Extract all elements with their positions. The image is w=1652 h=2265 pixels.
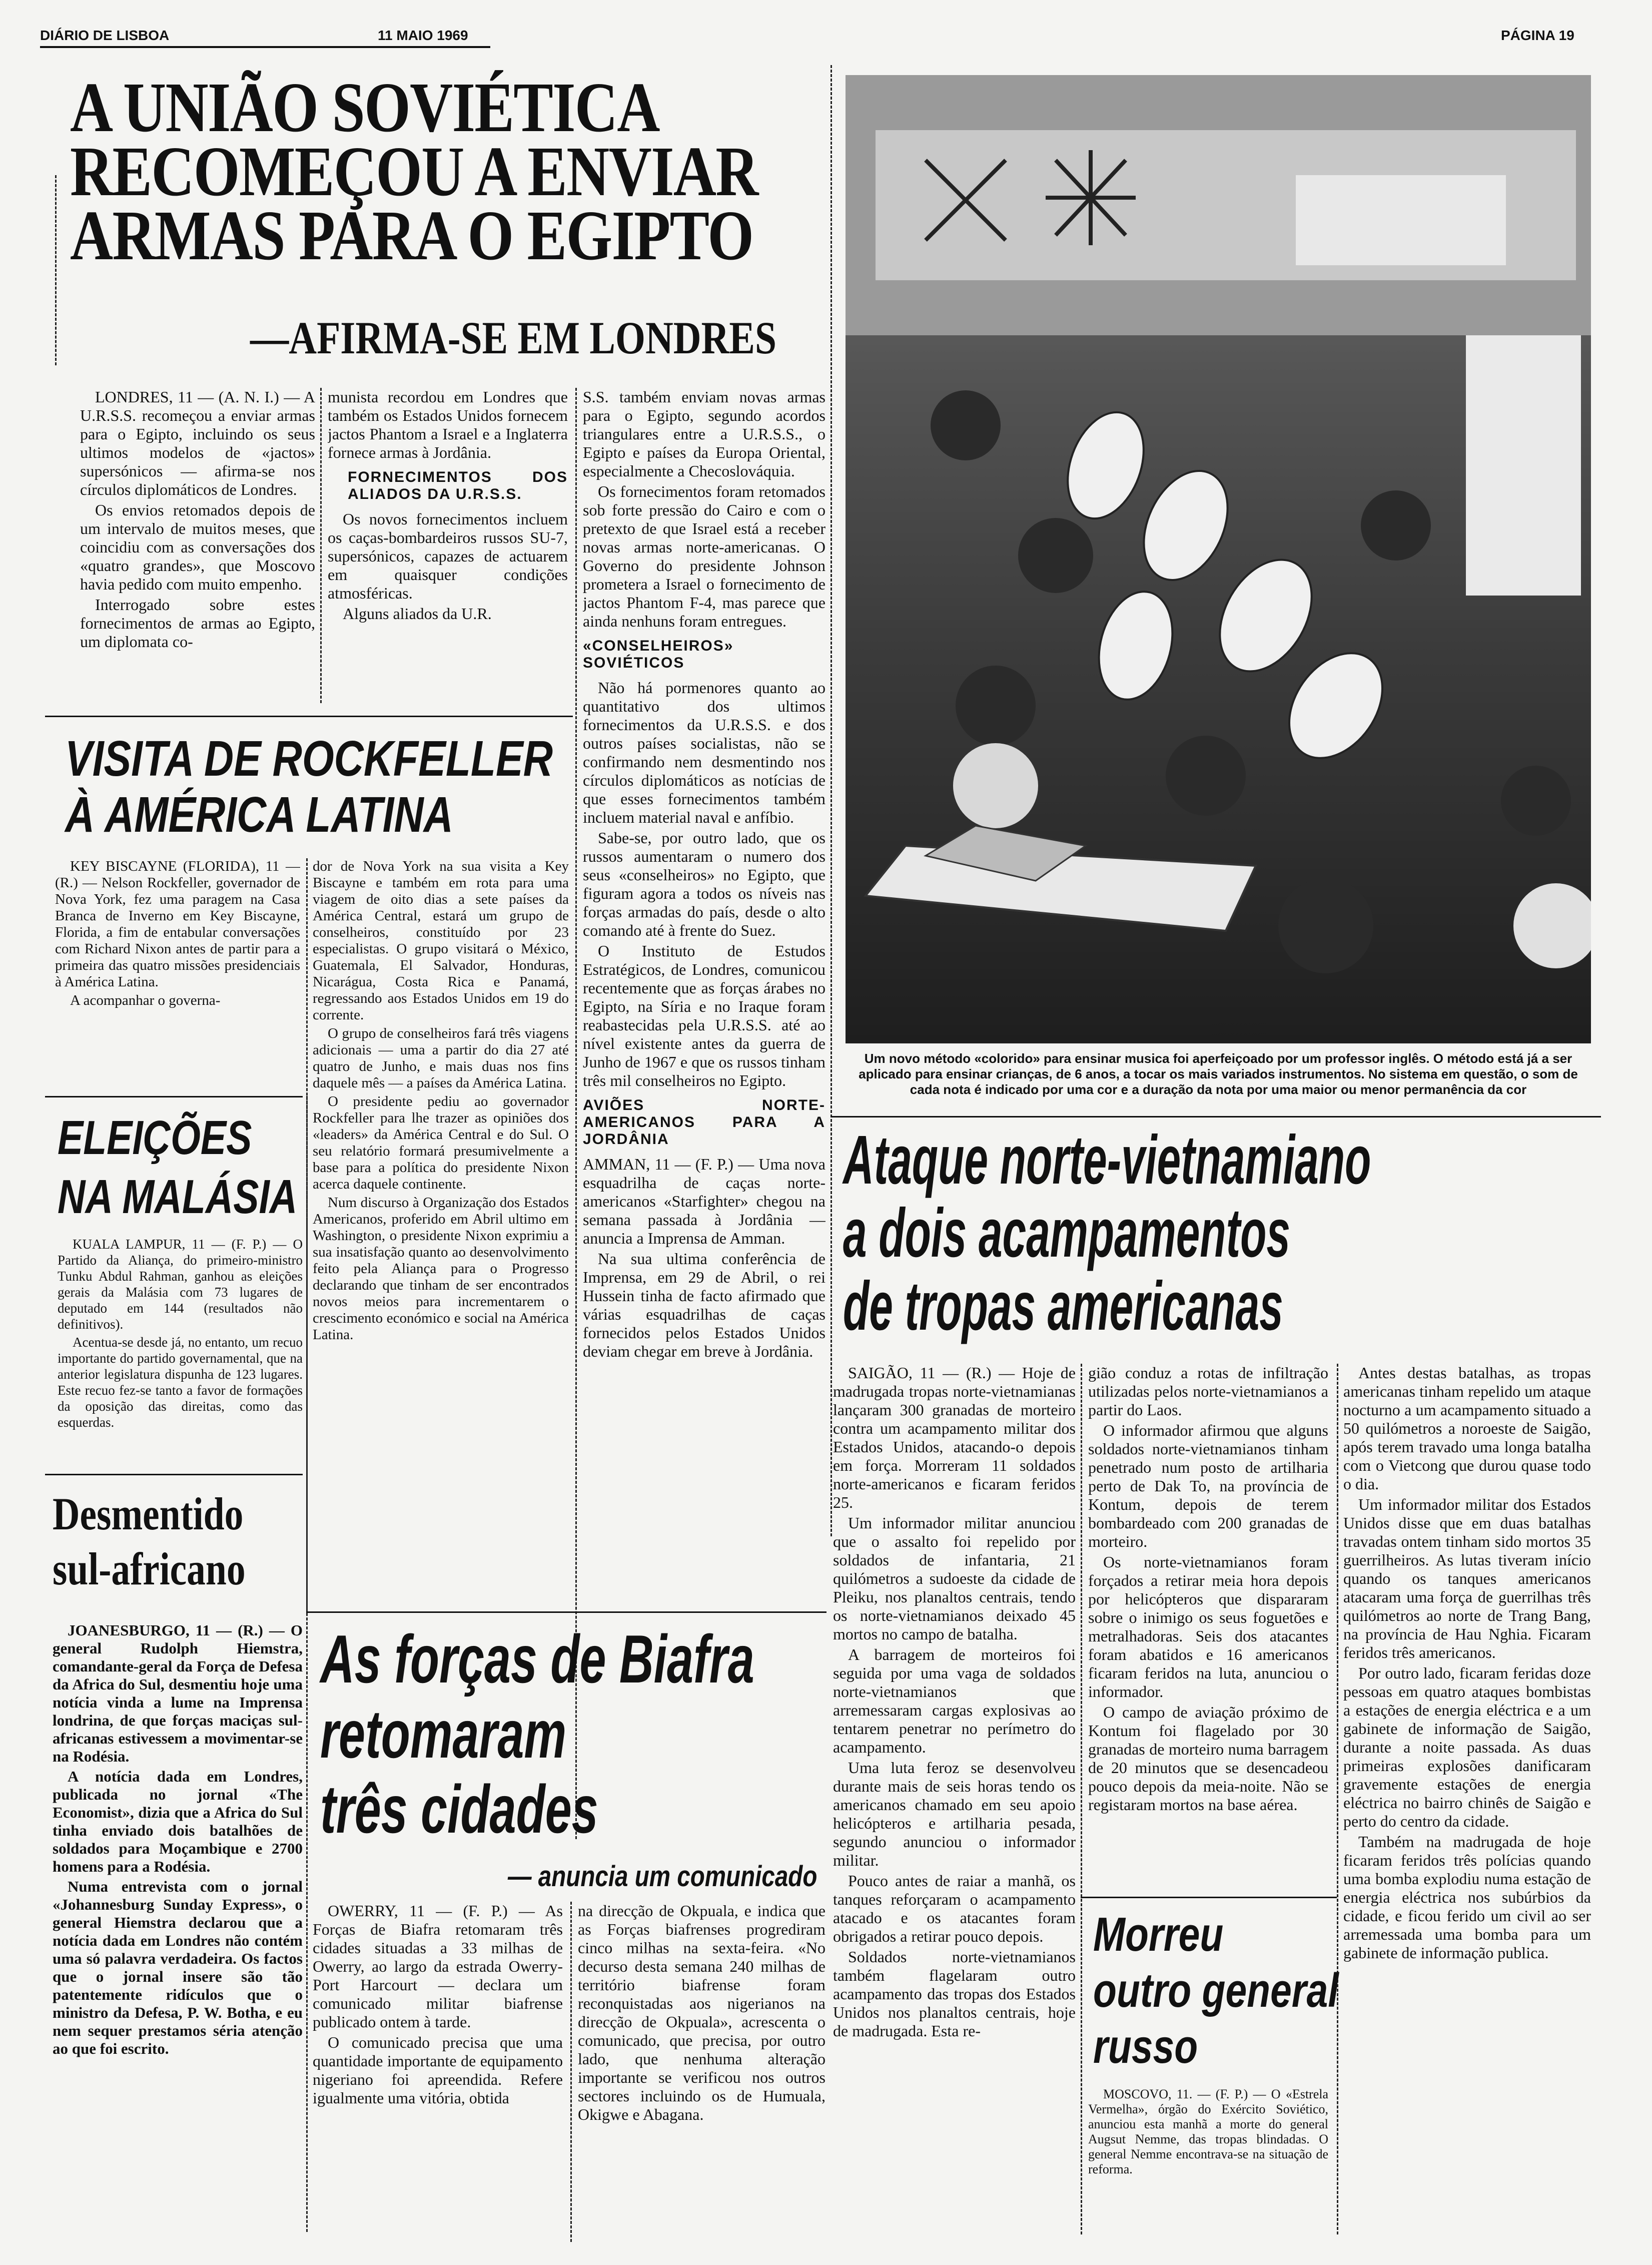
paragraph: Por outro lado, ficaram feridas doze pessoas em quatro ataques bombistas a estações de energia eléctrica e a um gabinete de informação de Saigão, durante a noite passada. As duas primeiras explosões danificaram gravemente estações de energia eléctrica no bairro chinês de Saigão e perto do centro da cidade.	[1343, 1664, 1591, 1830]
paragraph: LONDRES, 11 — (A. N. I.) — A U.R.S.S. recomeçou a enviar armas para o Egipto, incluindo os seus ultimos modelos de «jactos» supersónicos — afirma-se nos círculos diplomáticos de Londres.	[80, 388, 315, 498]
morreu-headline-line: russo	[1093, 2020, 1198, 2073]
paragraph: Numa entrevista com o jornal «Johannesburg Sunday Express», o general Hiemstra declarou que a notícia dada em Londres não contém uma só palavra verdadeira. Os factos que o jornal insere são tão patentemente ridículos que o ministro da Defesa, P. W. Botha, e eu nem sequer prestamos séria atenção ao que foi escrito.	[53, 1878, 303, 2057]
paragraph: O informador afirmou que alguns soldados norte-vietnamianos tinham penetrado num posto de artilharia perto de Dak To, na província de Kontum, depois de terem bombardeado com 200 granadas de morteiro.	[1088, 1421, 1328, 1550]
guitars	[1054, 402, 1402, 776]
biafra-headline	[320, 1621, 871, 1847]
rockfeller-headline-line: À AMÉRICA LATINA	[65, 787, 453, 843]
soviet-headline-line: A UNIÃO SOVIÉTICA	[70, 68, 659, 147]
desmentido-headline-line: Desmentido	[53, 1488, 244, 1539]
paragraph: MOSCOVO, 11. — (F. P.) — O «Estrela Vermelha», órgão do Exército Soviético, anunciou esta manhã a morte do general Augsut Nemme, das tropas blindadas. O general Nemme encontrava-se na situação de reforma.	[1088, 2087, 1328, 2176]
paragraph: Um informador militar dos Estados Unidos disse que em duas batalhas travadas ontem tinham sido mortos 35 guerrilheiros. As lutas tiveram início quando os tanques americanos atacaram uma força de guerrilhas três quilómetros ao norte de Trang Bang, na província de Hau Nghia. Ficaram feridos três americanos.	[1343, 1495, 1591, 1661]
rockfeller-col1	[55, 858, 300, 1093]
rockfeller-col2	[313, 858, 569, 1614]
paragraph: O grupo de conselheiros fará três viagens adicionais — uma a partir do dia 27 até quatro de Junho, e mais duas nos fins daquele mês — a países da América Latina.	[313, 1025, 569, 1091]
biafra-headline-line: As forças de Biafra	[320, 1621, 754, 1697]
column-rule	[570, 1902, 572, 2242]
masthead-paper: DIÁRIO DE LISBOA	[40, 28, 170, 43]
subhead-avioes: AVIÕES NORTE-AMERICANOS PARA A JORDÂNIA	[583, 1097, 825, 1148]
paragraph: Os envios retomados depois de um intervalo de muitos meses, que coincidiu com as conversações dos «quatro grandes», que Moscovo havia pedido com muito empenho.	[80, 501, 315, 593]
paragraph: A acompanhar o governa-	[70, 992, 221, 1008]
vietnam-headline-line: Ataque norte-vietnamiano	[843, 1121, 1371, 1199]
photo-illustration	[846, 75, 1591, 1043]
paragraph: Na sua ultima conferência de Imprensa, em 29 de Abril, o rei Hussein tinha de facto afirmado que várias esquadrilhas de caças fornecidos pelos Estados Unidos deviam chegar em breve à Jordânia.	[583, 1250, 825, 1360]
paragraph: Sabe-se, por outro lado, que os russos aumentaram o numero dos seus «conselheiros» no Egipto, que figuram agora a todos os níveis nas forças armadas do país, desde o alto comando até à frente do Suez.	[583, 829, 825, 939]
paragraph: A barragem de morteiros foi seguida por uma vaga de soldados norte-vietnamianos que arremessaram cargas explosivas ao tentarem penetrar no perímetro do acampamento.	[833, 1645, 1076, 1756]
soviet-col2	[328, 388, 568, 708]
soviet-left-rule	[55, 175, 57, 365]
section-rule	[45, 1474, 303, 1475]
vietnam-col3	[1343, 1364, 1591, 2234]
desmentido-headline	[53, 1486, 333, 1596]
vietnam-headline-line: de tropas americanas	[843, 1268, 1283, 1345]
paragraph: SAIGÃO, 11 — (R.) — Hoje de madrugada tropas norte-vietnamianas lançaram 300 granadas de morteiro contra um acampamento militar dos Estados Unidos, atacando-o depois em força. Morreram 11 soldados norte-americanos e ficaram feridos 25.	[833, 1364, 1076, 1511]
column-rule	[306, 1096, 308, 2232]
xylophone	[866, 826, 1256, 931]
section-rule	[306, 1611, 827, 1613]
soviet-headline	[70, 68, 820, 275]
photo-rule	[831, 1116, 1601, 1117]
paragraph: O comunicado precisa que uma quantidade importante de equipamento nigeriano foi apreendida. Refere igualmente uma vitória, obtida	[313, 2033, 563, 2107]
biafra-headline-line: três cidades	[320, 1771, 598, 1847]
malasia-headline-line: NA MALÁSIA	[58, 1170, 298, 1224]
desmentido-headline-line: sul-africano	[53, 1543, 246, 1594]
malasia-headline	[58, 1108, 358, 1227]
music-lesson-photo	[846, 75, 1591, 1043]
paragraph: Os norte-vietnamianos foram forçados a retirar meia hora depois por helicópteros que dispararam sobre o inimigo os seus foguetões e metralhadoras. Seis dos atacantes foram abatidos e 16 americanos ficaram feridos na luta, anunciou o informador.	[1088, 1553, 1328, 1701]
section-rule	[45, 716, 573, 717]
paragraph: Também na madrugada de hoje ficaram feridos três polícias quando uma bomba explodiu numa estação de energia eléctrica nos subúrbios da cidade, e ficou ferido um civil ao ser arremessada uma bomba para um gabinete de informação publica.	[1343, 1833, 1591, 1962]
paragraph: Acentua-se desde já, no entanto, um recuo importante do partido governamental, que na anterior legislatura dispunha de 123 lugares. Este recuo fez-se tanto a favor de formações da oposição das direitas, como das esquerdas.	[58, 1335, 303, 1430]
vietnam-col1	[833, 1364, 1076, 2234]
paragraph: Os novos fornecimentos incluem os caças-bombardeiros russos SU-7, supersónicos, capazes de actuarem em quaisquer condições atmosféricas.	[328, 510, 568, 602]
column-rule	[1081, 1364, 1082, 2234]
paragraph: munista recordou em Londres que também os Estados Unidos fornecem jactos Phantom a Israel e a Inglaterra fornece armas à Jordânia.	[328, 388, 568, 461]
paragraph: O campo de aviação próximo de Kontum foi flagelado por 30 granadas de morteiro numa barragem de 20 minutos que se desencadeou pouco depois da meia-noite. Não se registaram mortos na base aérea.	[1088, 1703, 1328, 1814]
paragraph: KEY BISCAYNE (FLORIDA), 11 — (R.) — Nelson Rockfeller, governador de Nova York, fez uma paragem na Casa Branca de Inverno em Key Biscayne, Florida, a fim de entabular conversações com Richard Nixon antes de partir para a primeira das quatro missões presidenciais à América Latina.	[55, 858, 300, 990]
paragraph: Antes destas batalhas, as tropas americanas tinham repelido um ataque nocturno a um acampamento situado a 50 quilómetros a noroeste de Saigão, após terem travado uma longa batalha com o Vietcong que durou quase todo o dia.	[1343, 1364, 1591, 1493]
morreu-body	[1088, 2087, 1328, 2237]
paragraph: Pouco antes de raiar a manhã, os tanques reforçaram o acampamento atacado e os atacantes foram obrigados a retirar pouco depois.	[833, 1872, 1076, 1945]
paragraph: Alguns aliados da U.R.	[343, 605, 492, 623]
page-number: PÁGINA 19	[1501, 28, 1574, 43]
paragraph: Os fornecimentos foram retomados sob forte pressão do Cairo e com o pretexto de que Israel está a receber novas armas norte-americanas. O Governo do presidente Johnson prometera a Israel o fornecimento de jactos Phantom F-4, mas parece que ainda nenhuns foram entregues.	[583, 482, 825, 630]
malasia-body	[58, 1236, 303, 1466]
paragraph: Soldados norte-vietnamianos também flagelaram outro acampamento das tropas dos Estados Unidos nos planaltos centrais, hoje de madrugada. Esta re-	[833, 1948, 1076, 2040]
soviet-headline-line: RECOMEÇOU A ENVIAR	[70, 132, 758, 211]
biafra-col2	[578, 1902, 825, 2242]
subhead-aliados: FORNECIMENTOS DOS ALIADOS DA U.R.S.S.	[348, 469, 568, 502]
column-rule	[1337, 1364, 1338, 2234]
biafra-headline-line: retomaram	[320, 1696, 567, 1772]
morreu-headline-line: Morreu	[1093, 1908, 1224, 1961]
column-rule	[320, 388, 322, 703]
paragraph: na direcção de Okpuala, e indica que as Forças biafrenses progrediram cinco milhas na sexta-feira. «No decurso desta semana 240 milhas de território biafrense foram reconquistadas aos nigerianos na direcção de Okpuala», acrescenta o comunicado, que precisa, por outro lado, que nenhuma alteração importante se verificou nos outros sectores incluindo os de Humuala, Okigwe e Abagana.	[578, 1902, 825, 2123]
paragraph: Num discurso à Organização dos Estados Americanos, proferido em Abril ultimo em Washington, o presidente Nixon exprimiu a sua insatisfação quanto ao desenvolvimento feito pela Aliança para o Progresso declarando que tinham de ser encontrados novos meios para incrementarem o crescimento económico e social na América Latina.	[313, 1195, 569, 1343]
vietnam-col2	[1088, 1364, 1328, 1889]
paragraph: JOANESBURGO, 11 — (R.) — O general Rudolph Hiemstra, comandante-geral da Força de Defesa da Africa do Sul, desmentiu hoje uma notícia vinda a lume na Imprensa londrina, de que forças maciças sul-africanas estivessem a movimentar-se na Rodésia.	[53, 1621, 303, 1765]
paragraph: dor de Nova York na sua visita a Key Biscayne e também em rota para uma viagem de oito dias a sete países da América Central, estará um grupo de conselheiros, constituído por 23 especialistas. O grupo visitará o México, Guatemala, El Salvador, Honduras, Nicarágua, Costa Rica e Panamá, regressando aos Estados Unidos em 19 do corrente.	[313, 858, 569, 1023]
paragraph: gião conduz a rotas de infiltração utilizadas pelos norte-vietnamianos a partir do Laos.	[1088, 1364, 1328, 1419]
morreu-headline	[1093, 1907, 1393, 2075]
paragraph: Não há pormenores quanto ao quantitativo dos ultimos fornecimentos da U.R.S.S. e dos outros países socialistas, não se confirmando nem desmentindo nos círculos diplomáticos as notícias de que esses fornecimentos também incluem material naval e anfíbio.	[583, 679, 825, 826]
paragraph: OWERRY, 11 — (F. P.) — As Forças de Biafra retomaram três cidades situadas a 33 milhas de Owerry, ao largo da estrada Owerry-Port Harcourt — declara um comunicado militar biafrense publicado ontem à tarde.	[313, 1902, 563, 2031]
paragraph: O presidente pediu ao governador Rockfeller para lhe trazer as opiniões dos «leaders» da América Central e do Sul. O seu relatório formará presumivelmente a base para a política do presidente Nixon acerca daquele continente.	[313, 1093, 569, 1192]
biafra-col1	[313, 1902, 563, 2242]
soviet-col1	[80, 388, 315, 708]
subhead-conselheiros: «CONSELHEIROS» SOVIÉTICOS	[583, 638, 734, 671]
photo-caption: Um novo método «colorido» para ensinar musica foi aperfeiçoado por um professor inglês. O método está já a ser aplicado para ensinar crianças, de 6 anos, a tocar os mais variados instrumentos. No sistema em questão, o som de cada nota é indicado por uma cor e a duração da nota por uma maior ou menor permanência da cor	[859, 1051, 1578, 1097]
biafra-kicker: — anuncia um comunicado	[508, 1860, 817, 1893]
soviet-headline-line: ARMAS PARA O EGIPTO	[70, 196, 753, 275]
morreu-headline-line: outro general	[1093, 1964, 1339, 2017]
rockfeller-headline	[65, 731, 615, 843]
paragraph: S.S. também enviam novas armas para o Egipto, segundo acordos triangulares entre a U.R.S.S., o Egipto e países da Europa Oriental, especialmente a Checoslováquia.	[583, 388, 825, 480]
rockfeller-headline-line: VISITA DE ROCKFELLER	[65, 731, 553, 787]
paragraph: AMMAN, 11 — (F. P.) — Uma nova esquadrilha de caças norte-americanos «Starfighter» chegou na semana passada à Jordânia — anuncia a Imprensa de Amman.	[583, 1155, 825, 1247]
column-rule	[831, 65, 832, 1536]
paragraph: Uma luta feroz se desenvolveu durante mais de seis horas tendo os americanos chamado em seu apoio helicópteros e artilharia pesada, segundo anunciou o informador militar.	[833, 1759, 1076, 1869]
paragraph: KUALA LAMPUR, 11 — (F. P.) — O Partido da Aliança, do primeiro-ministro Tunku Abdul Rahman, ganhou as eleições gerais da Malásia com 73 lugares de deputado em 144 (resultados não definitivos).	[58, 1237, 303, 1332]
paragraph: O Instituto de Estudos Estratégicos, de Londres, comunicou recentemente que as forças árabes no Egipto, na Síria e no Iraque foram reabastecidas pela U.R.S.S. até ao nível existente antes da guerra de Junho de 1967 e que os russos tinham três mil conselheiros no Egipto.	[583, 942, 825, 1089]
soviet-kicker: —AFIRMA-SE EM LONDRES	[250, 312, 776, 363]
section-rule	[1081, 1897, 1337, 1898]
soviet-col3	[583, 388, 825, 1639]
masthead-date: 11 MAIO 1969	[378, 28, 468, 43]
desmentido-body	[53, 1621, 303, 2237]
paragraph: Interrogado sobre estes fornecimentos de armas ao Egipto, um diplomata co-	[80, 596, 315, 651]
section-rule	[45, 1096, 303, 1097]
malasia-headline-line: ELEIÇÕES	[58, 1111, 252, 1165]
vietnam-headline	[843, 1123, 1643, 1343]
paragraph: Um informador militar anunciou que o assalto foi repelido por soldados de infantaria, 21 quilómetros a sudoeste da cidade de Pleiku, nos planaltos centrais, tendo os norte-vietnamianos deixado 45 mortos no campo de batalha.	[833, 1514, 1076, 1643]
vietnam-headline-line: a dois acampamentos	[843, 1195, 1290, 1272]
header-rule	[40, 46, 490, 48]
paragraph: A notícia dada em Londres, publicada no jornal «The Economist», dizia que a Africa do Sul tinha enviado dois batalhões de soldados para Moçambique e 2700 homens para a Rodésia.	[53, 1768, 303, 1875]
